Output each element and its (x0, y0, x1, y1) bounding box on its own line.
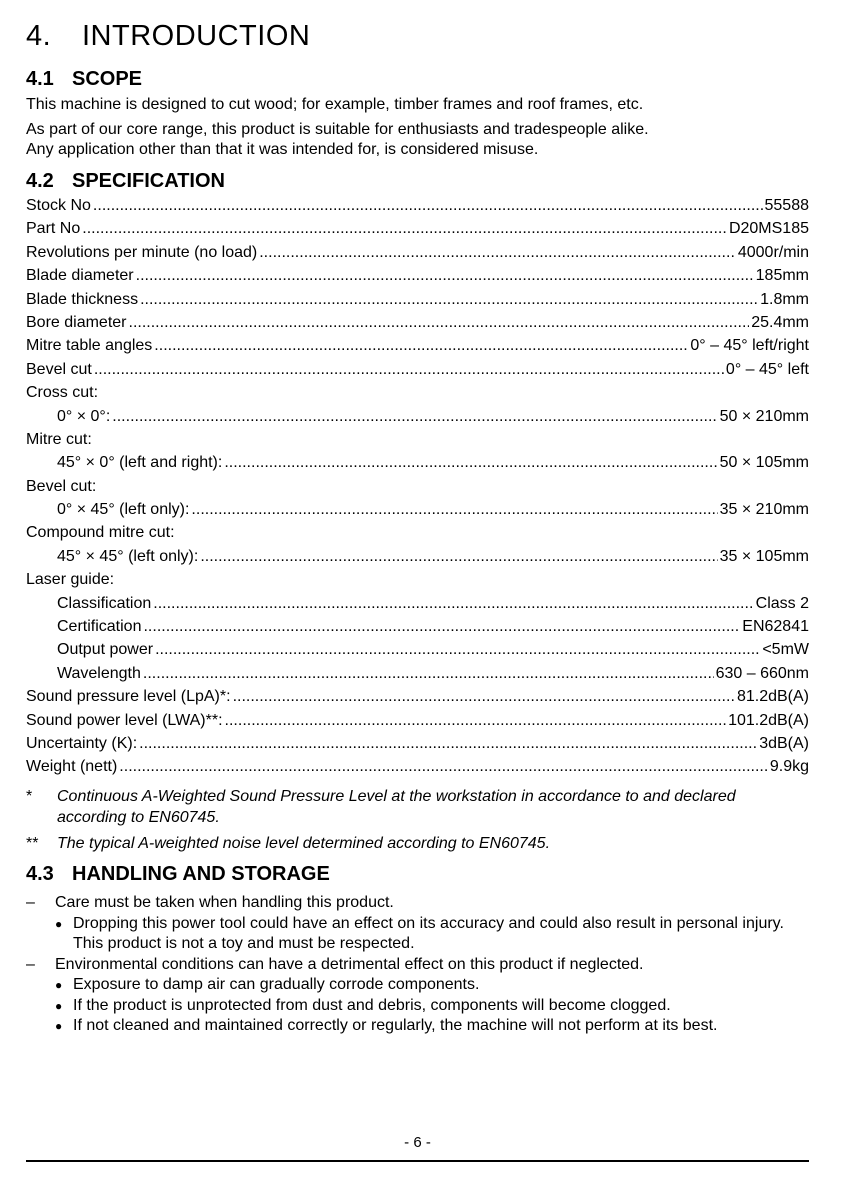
handling-item-text: Care must be taken when handling this product. (55, 894, 394, 911)
spec-label: 0° × 0°: (57, 407, 111, 425)
spec-label: Classification (57, 594, 152, 612)
dot-leader (139, 732, 757, 755)
dot-leader (136, 264, 754, 287)
handling-number: 4.3 (26, 863, 54, 885)
bullet-text: If not cleaned and maintained correctly or regularly, the machine will not perform at its best. (73, 1017, 718, 1034)
specification-table (26, 194, 809, 779)
bullet-icon: ● (55, 998, 63, 1013)
spec-value: 1.8mm (760, 290, 809, 308)
bullet-icon: ● (55, 978, 63, 992)
spec-row (26, 264, 809, 287)
spec-value: 4000r/min (737, 243, 809, 261)
handling-title: HANDLING AND STORAGE (72, 863, 330, 885)
spec-row (26, 662, 809, 685)
dot-leader (119, 755, 768, 778)
dot-leader (82, 217, 727, 240)
section-title: INTRODUCTION (82, 20, 311, 52)
dash-marker: – (26, 955, 35, 973)
footnote-mark: * (26, 788, 33, 805)
dot-leader (225, 709, 727, 732)
spec-row (26, 545, 809, 568)
footnote (26, 786, 809, 828)
spec-label: Laser guide: (26, 571, 115, 589)
spec-label: Blade thickness (26, 290, 139, 308)
spec-label: Stock No (26, 197, 91, 214)
spec-value: Class 2 (755, 594, 809, 612)
spec-value: D20MS185 (728, 220, 809, 238)
scope-paragraph-2-line-1: As part of our core range, this product is suitable for enthusiasts and tradespeople alike. (26, 121, 649, 138)
spec-row (26, 732, 809, 755)
dot-leader (143, 615, 740, 638)
footnote-text: Continuous A-Weighted Sound Pressure Level at the workstation in accordance to and declared according to EN60745. (57, 788, 736, 826)
spec-label: Sound power level (LWA)**: (26, 711, 223, 729)
spec-value: 50 × 210mm (719, 407, 809, 425)
dot-leader (154, 334, 688, 357)
dot-leader (129, 311, 750, 334)
spec-label: Bore diameter (26, 313, 127, 331)
scope-title: SCOPE (72, 68, 143, 90)
spec-value: 9.9kg (769, 758, 809, 776)
bullet-icon: ● (55, 1019, 63, 1033)
spec-row (26, 638, 809, 661)
spec-row (26, 241, 809, 264)
section-number: 4. (26, 20, 52, 52)
specification-number: 4.2 (26, 170, 54, 192)
spec-row (26, 334, 809, 357)
spec-row (26, 217, 809, 240)
spec-value: 55588 (764, 197, 809, 214)
spec-value: 3dB(A) (759, 734, 809, 752)
spec-value: 185mm (755, 267, 809, 285)
bullet-item (55, 996, 717, 1017)
scope-number: 4.1 (26, 68, 54, 90)
spec-label: Sound pressure level (LpA)*: (26, 688, 231, 706)
bullet-text: Dropping this power tool could have an effect on its accuracy and could also result in personal injury. This product is not a toy and must be respected. (73, 914, 784, 952)
spec-row (26, 381, 809, 404)
dot-leader (233, 685, 735, 708)
dot-leader (143, 662, 714, 685)
scope-heading (26, 68, 142, 91)
dot-leader (155, 638, 760, 661)
spec-label: Revolutions per minute (no load) (26, 243, 258, 261)
spec-value: 81.2dB(A) (736, 688, 809, 706)
scope-paragraph-2-line-2: Any application other than that it was intended for, is considered misuse. (26, 141, 539, 158)
spec-row (26, 615, 809, 638)
bullet-icon: ● (55, 916, 63, 931)
spec-label: 45° × 0° (left and right): (57, 454, 223, 472)
bullet-item (55, 975, 717, 996)
dot-leader (259, 241, 736, 264)
spec-value: 0° – 45° left (725, 360, 809, 378)
spec-row (26, 194, 809, 217)
footnote-text: The typical A-weighted noise level determined according to EN60745. (57, 835, 551, 852)
spec-value: 35 × 210mm (719, 501, 809, 519)
spec-label: Wavelength (57, 664, 141, 682)
spec-value: 0° – 45° left/right (690, 337, 809, 355)
spec-row (26, 311, 809, 334)
spec-label: Part No (26, 220, 81, 238)
spec-label: Bevel cut (26, 360, 92, 378)
bullet-item (55, 914, 809, 955)
bullet-text: If the product is unprotected from dust and debris, components will become clogged. (73, 996, 671, 1014)
spec-row (26, 521, 809, 544)
dot-leader (153, 592, 753, 615)
spec-row (26, 405, 809, 428)
section-heading (26, 20, 310, 53)
dot-leader (224, 451, 717, 474)
spec-row (26, 475, 809, 498)
bullet-item (55, 1016, 717, 1037)
footnote-mark: ** (26, 835, 39, 852)
spec-label: Weight (nett) (26, 758, 118, 776)
footnote (26, 833, 809, 854)
dot-leader (140, 288, 758, 311)
page-number: - 6 - (404, 1134, 431, 1151)
spec-label: Output power (57, 641, 154, 659)
spec-label: Certification (57, 618, 142, 636)
specification-title: SPECIFICATION (72, 170, 225, 192)
dash-marker: – (26, 894, 35, 911)
spec-row (26, 755, 809, 778)
spec-row (26, 709, 809, 732)
spec-value: 35 × 105mm (719, 547, 809, 565)
footer-rule (26, 1160, 809, 1162)
spec-value: 25.4mm (751, 313, 809, 331)
spec-label: 45° × 45° (left only): (57, 547, 199, 565)
spec-row (26, 685, 809, 708)
spec-label: Mitre table angles (26, 337, 153, 355)
spec-label: Blade diameter (26, 267, 134, 285)
handling-item (26, 893, 809, 955)
spec-row (26, 568, 809, 591)
dot-leader (112, 405, 717, 428)
specification-heading (26, 170, 225, 193)
spec-label: Cross cut: (26, 384, 99, 402)
spec-value: 50 × 105mm (719, 454, 809, 472)
spec-label: Compound mitre cut: (26, 524, 175, 542)
spec-value: EN62841 (742, 618, 809, 636)
dot-leader (200, 545, 717, 568)
dot-leader (94, 358, 724, 381)
spec-row (26, 428, 809, 451)
spec-row (26, 288, 809, 311)
spec-row (26, 592, 809, 615)
scope-paragraph-1: This machine is designed to cut wood; for example, timber frames and roof frames, etc. (26, 96, 644, 113)
spec-label: 0° × 45° (left only): (57, 501, 190, 519)
spec-value: 630 – 660nm (715, 664, 809, 682)
handling-item-text: Environmental conditions can have a detrimental effect on this product if neglected. (55, 955, 644, 973)
spec-row (26, 498, 809, 521)
spec-value: <5mW (762, 641, 809, 659)
dot-leader (191, 498, 717, 521)
handling-heading (26, 863, 330, 886)
handling-list (26, 893, 809, 1037)
spec-row (26, 358, 809, 381)
spec-label: Bevel cut: (26, 477, 97, 495)
footnotes (26, 786, 809, 859)
spec-label: Mitre cut: (26, 430, 92, 448)
dot-leader (93, 194, 763, 217)
bullet-text: Exposure to damp air can gradually corrode components. (73, 976, 480, 993)
spec-row (26, 451, 809, 474)
spec-label: Uncertainty (K): (26, 734, 138, 752)
handling-item (26, 955, 809, 1037)
spec-value: 101.2dB(A) (728, 711, 809, 729)
